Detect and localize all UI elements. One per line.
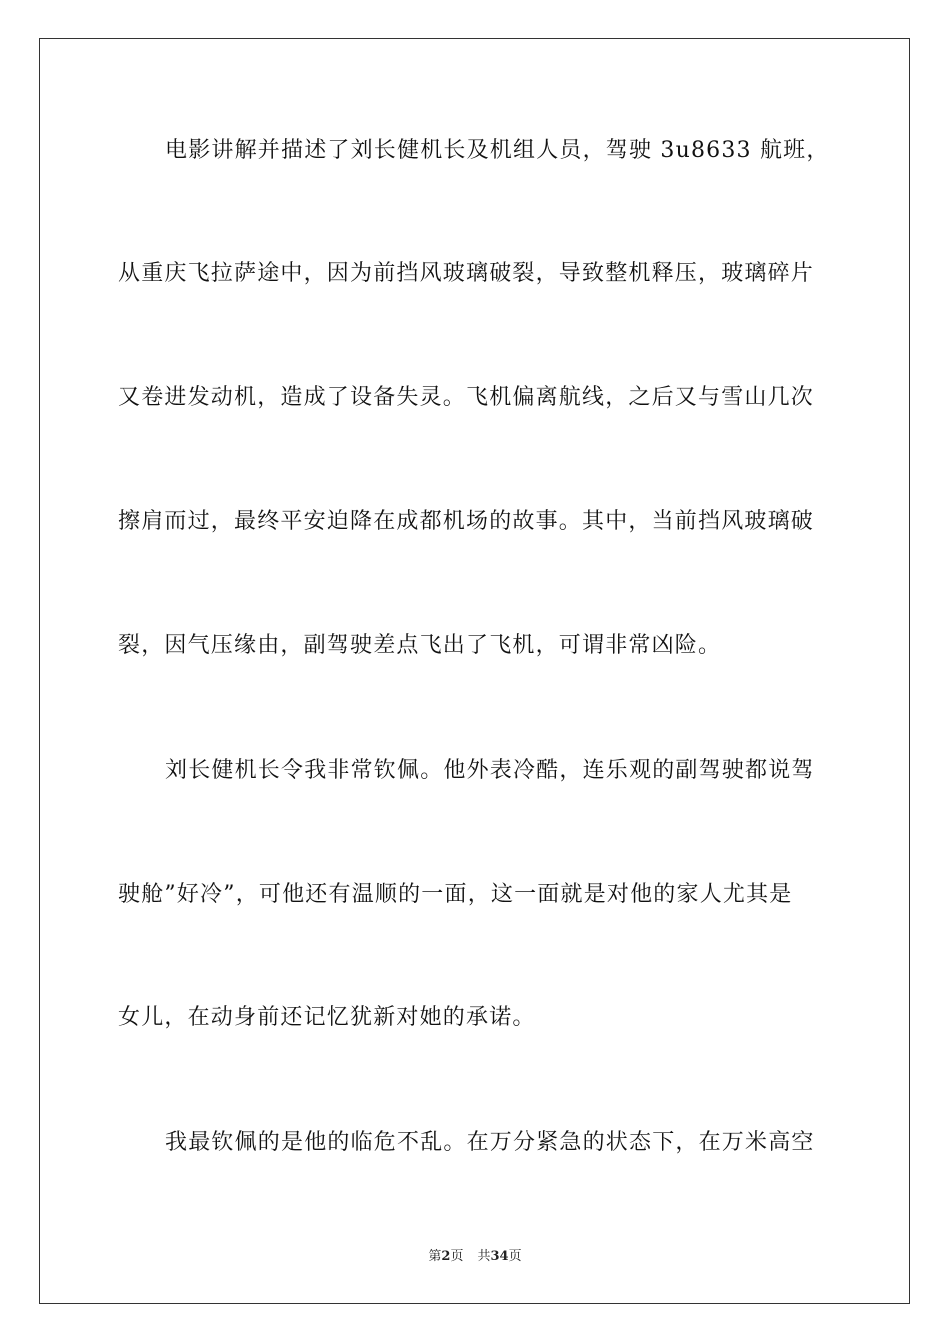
total-prefix: 共: [477, 1249, 491, 1264]
page-footer: [0, 1248, 950, 1266]
paragraph-line: 又卷进发动机，造成了设备失灵。飞机偏离航线，之后又与雪山几次: [118, 385, 815, 410]
page-number: 2: [441, 1249, 451, 1264]
paragraph-line: 女儿，在动身前还记忆犹新对她的承诺。: [118, 1005, 536, 1030]
paragraph-line: 驶舱”好冷”，可他还有温顺的一面，这一面就是对他的家人尤其是: [118, 882, 793, 907]
paragraph-line: 我最钦佩的是他的临危不乱。在万分紧急的状态下，在万米高空: [165, 1130, 815, 1155]
paragraph-line: 电影讲解并描述了刘长健机长及机组人员，驾驶 3u8633 航班，: [165, 138, 830, 163]
paragraph-line: 刘长健机长令我非常钦佩。他外表冷酷，连乐观的副驾驶都说驾: [165, 758, 815, 783]
total-suffix: 页: [508, 1249, 522, 1264]
paragraph-line: 擦肩而过，最终平安迫降在成都机场的故事。其中，当前挡风玻璃破: [118, 509, 815, 534]
page-suffix: 页: [450, 1249, 464, 1264]
page-border: [39, 38, 910, 1304]
paragraph-line: 从重庆飞拉萨途中，因为前挡风玻璃破裂，导致整机释压，玻璃碎片: [118, 261, 815, 286]
paragraph-line: 裂，因气压缘由，副驾驶差点飞出了飞机，可谓非常凶险。: [118, 633, 722, 658]
total-pages: 34: [490, 1249, 509, 1264]
page-prefix: 第: [428, 1249, 442, 1264]
